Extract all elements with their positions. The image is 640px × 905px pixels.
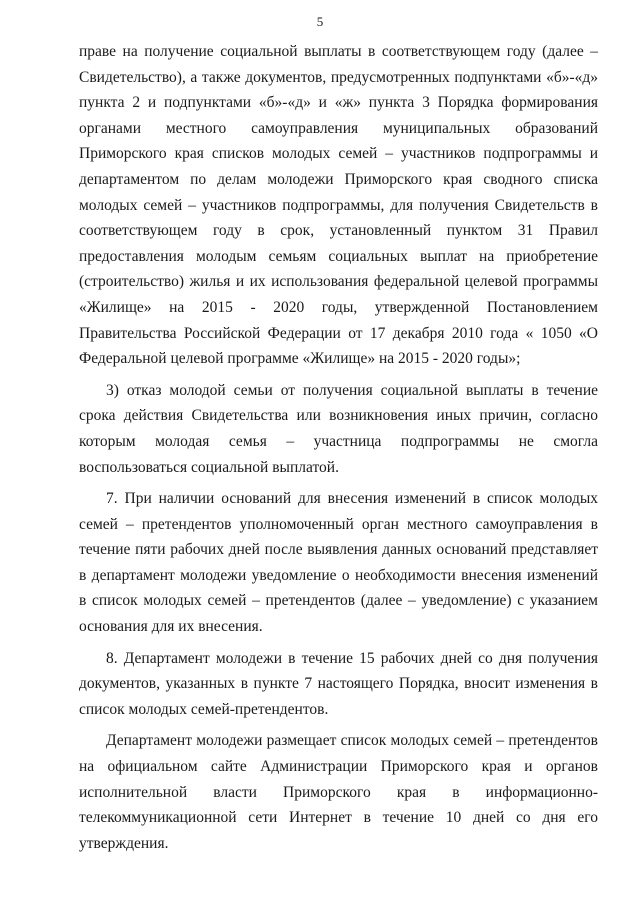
document-body bbox=[79, 39, 598, 856]
paragraph-item-3-refusal: 3) отказ молодой семьи от получения социальной выплаты в течение срока действия Свидетельства или возникновения иных причин, согласно которым молодая семья – участница подпрограммы не смогла воспользоваться социальной выплатой. bbox=[79, 381, 598, 476]
paragraph-continuation: праве на получение социальной выплаты в соответствующем году (далее – Свидетельство), а также документов, предусмотренных подпунктами «б»-«д» пункта 2 и подпунктами «б»-«д» и «ж» пункта 3 Порядка формирования органами местного самоуправления муниципальных образований Приморского края списков молодых семей – участников подпрограммы и департаментом по делам молодежи Приморского края сводного списка молодых семей – участников подпрограммы, для получения Свидетельств в соответствующем году в срок, установленный пунктом 31 Правил предоставления молодым семьям социальных выплат на приобретение (строительство) жилья и их использования федеральной целевой программы «Жилище» на 2015 - 2020 годы, утвержденной Постановлением Правительства Российской Федерации от 17 декабря 2010 года « 1050 «О Федеральной целевой программе «Жилище» на 2015 - 2020 годы»; bbox=[79, 43, 598, 368]
paragraph-publication: Департамент молодежи размещает список молодых семей – претендентов на официальном сайте Администрации Приморского края и органов исполнительной власти Приморского края в информационно-телекоммуникационной сети Интернет в течение 10 дней со дня его утверждения. bbox=[79, 732, 598, 852]
paragraph-clause-7: 7. При наличии оснований для внесения изменений в список молодых семей – претендентов уполномоченный орган местного самоуправления в течение пяти рабочих дней после выявления данных оснований представляет в департамент молодежи уведомление о необходимости внесения изменений в список молодых семей – претендентов (далее – уведомление) с указанием основания для их внесения. bbox=[79, 490, 598, 636]
page-number: 5 bbox=[316, 14, 324, 29]
paragraph-clause-8: 8. Департамент молодежи в течение 15 рабочих дней со дня получения документов, указанных в пункте 7 настоящего Порядка, вносит изменения в список молодых семей-претендентов. bbox=[79, 649, 598, 718]
